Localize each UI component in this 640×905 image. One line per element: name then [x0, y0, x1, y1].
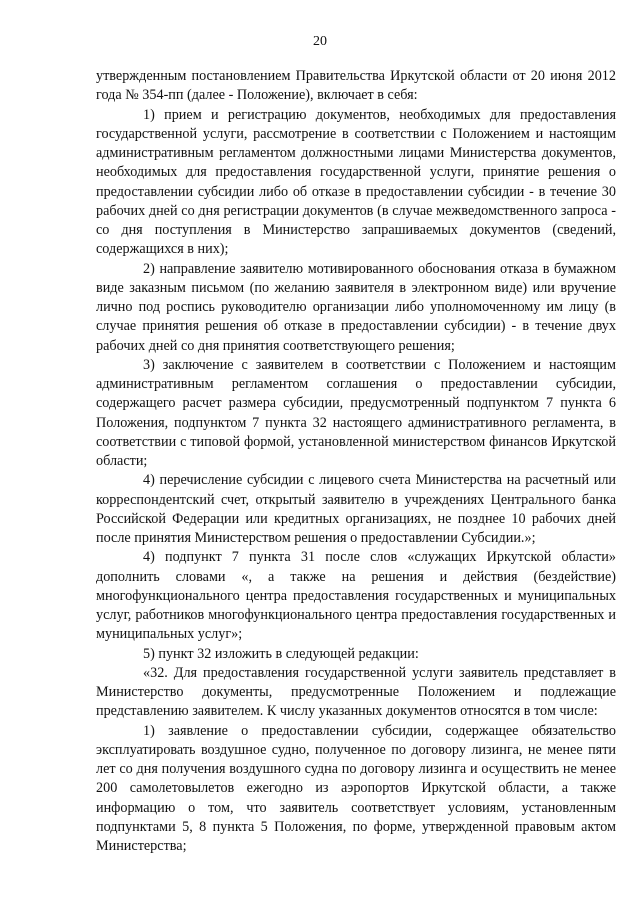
paragraph-item-1: 1) прием и регистрацию документов, необходимых для предоставления государственной услуги, рассмотрение в соответствии с Положением и настоящим административным регламентом должностными лицами Министерства документов, необходимых для предоставления государственной услуги, принятие решения о предоставлении субсидии либо об отказе в предоставлении субсидии - в течение 30 рабочих дней со дня регистрации документов (в случае межведомственного запроса - со дня поступления в Министерство запрашиваемых документов (сведений, содержащихся в них); [96, 106, 616, 258]
page-number: 20 [313, 34, 327, 49]
paragraph-amendment-4: 4) подпункт 7 пункта 31 после слов «служащих Иркутской области» дополнить словами «, а также на решения и действия (бездействие) многофункционального центра предоставления государственных и муниципальных услуг, работников многофункционального центра предоставления государственных и муниципальных услуг»; [96, 549, 616, 643]
document-body [96, 67, 616, 856]
paragraph-section-32-item-1: 1) заявление о предоставлении субсидии, содержащее обязательство эксплуатировать воздушное судно, полученное по договору лизинга, не менее пяти лет со дня получения воздушного судна по договору лизинга и осуществить не менее 200 самолетовылетов ежегодно из аэропортов Иркутской области, а также информацию о том, что заявитель соответствует условиям, установленным подпунктами 5, 8 пункта 5 Положения, по форме, утвержденной правовым актом Министерства; [96, 722, 616, 854]
paragraph-section-32: «32. Для предоставления государственной услуги заявитель представляет в Министерство документы, предусмотренные Положением и подлежащие представлению заявителем. К числу указанных документов относятся в том числе: [96, 664, 616, 720]
paragraph-item-4: 4) перечисление субсидии с лицевого счета Министерства на расчетный или корреспондентский счет, открытый заявителю в учреждениях Центрального банка Российской Федерации или кредитных организациях, не позднее 10 рабочих дней после принятия Министерством решения о предоставлении Субсидии.»; [96, 472, 616, 546]
paragraph-amendment-5: 5) пункт 32 изложить в следующей редакции: [143, 645, 419, 662]
paragraph-item-3: 3) заключение с заявителем в соответствии с Положением и настоящим административным регламентом соглашения о предоставлении субсидии, содержащего расчет размера субсидии, предусмотренный подпунктом 7 пункта 6 Положения, подпунктом 7 пункта 32 настоящего административного регламента, в соответствии с типовой формой, установленной министерством финансов Иркутской области; [96, 356, 616, 469]
paragraph-intro: утвержденным постановлением Правительства Иркутской области от 20 июня 2012 года № 354-пп (далее - Положение), включает в себя: [96, 68, 616, 104]
paragraph-item-2: 2) направление заявителю мотивированного обоснования отказа в бумажном виде заказным письмом (по желанию заявителя в электронном виде) или вручение лично под роспись руководителю организации либо уполномоченному им лицу (в случае принятия решения об отказе в предоставлении субсидии) - в течение двух рабочих дней со дня принятия соответствующего решения; [96, 260, 616, 354]
